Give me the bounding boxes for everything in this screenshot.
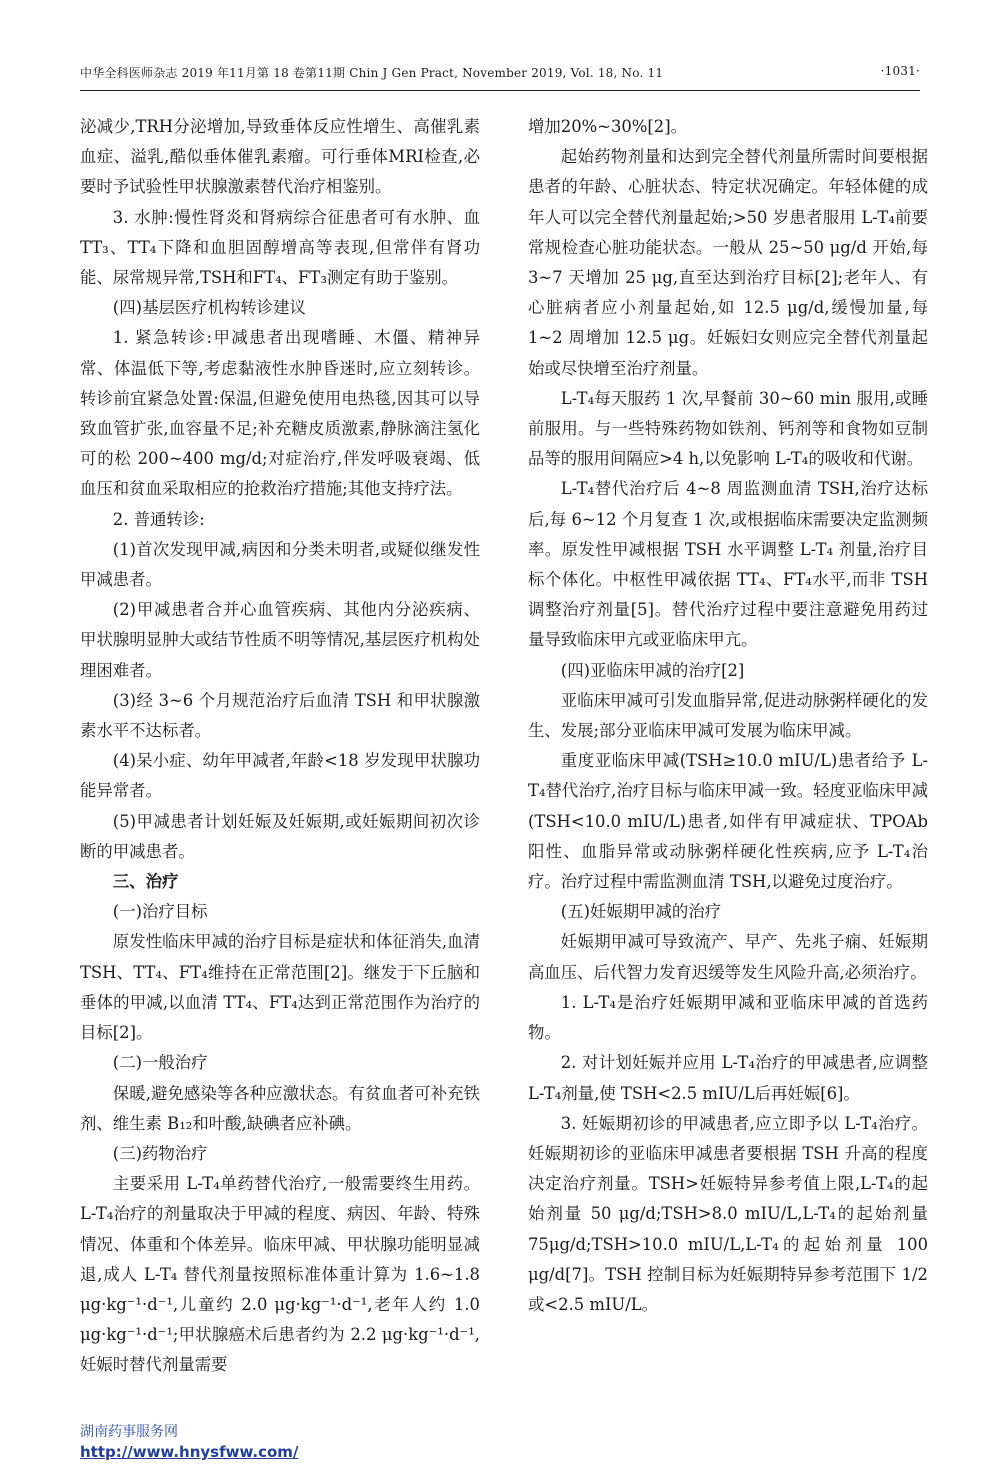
paragraph: 泌减少,TRH分泌增加,导致垂体反应性增生、高催乳素血症、溢乳,酷似垂体催乳素瘤。可行垂体MRI检查,必要时予试验性甲状腺激素替代治疗相鉴别。 [80,117,480,197]
subsection-heading: (三)药物治疗 [112,1143,208,1163]
subsection-heading: (四)亚临床甲减的治疗[2] [560,660,745,680]
paragraph: 原发性临床甲减的治疗目标是症状和体征消失,血清TSH、TT₄、FT₄维持在正常范围[2]。继发于下丘脑和垂体的甲减,以血清 TT₄、FT₄达到正常范围作为治疗的目标[2]。 [80,932,480,1043]
journal-citation: 中华全科医师杂志 2019 年11月第 18 卷第11期 Chin J Gen Pract, November 2019, Vol. 18, No. 11 [80,66,664,80]
right-column [528,112,928,1320]
paragraph: 重度亚临床甲减(TSH≥10.0 mIU/L)患者给予 L-T₄替代治疗,治疗目标与临床甲减一致。轻度亚临床甲减(TSH<10.0 mIU/L)患者,如伴有甲减症状、TPOAb 阳性、血脂异常或动脉粥样硬化性疾病,应予 L-T₄治疗。治疗过程中需监测血清 TSH,以避免过度治疗。 [528,751,928,892]
paragraph: 妊娠期甲减可导致流产、早产、先兆子痫、妊娠期高血压、后代智力发育迟缓等发生风险升高,必须治疗。 [528,932,928,982]
paragraph: 亚临床甲减可引发血脂异常,促进动脉粥样硬化的发生、发展;部分亚临床甲减可发展为临床甲减。 [528,690,928,741]
paragraph: 2. 普通转诊: [112,509,205,529]
paragraph: 1. 紧急转诊:甲减患者出现嗜睡、木僵、精神异常、体温低下等,考虑黏液性水肿昏迷时,应立刻转诊。转诊前宜紧急处置:保温,但避免使用电热毯,因其可以导致血管扩张,血容量不足;补充糖皮质激素,静脉滴注氢化可的松 200~400 mg/d;对症治疗,伴发呼吸衰竭、低血压和贫血采取相应的抢救治疗措施;其他支持疗法。 [80,328,480,499]
list-item: 3. 妊娠期初诊的甲减患者,应立即予以 L-T₄治疗。妊娠期初诊的亚临床甲减患者要根据 TSH 升高的程度决定治疗剂量。TSH>妊娠特异参考值上限,L-T₄的起始剂量 50 μg/d;TSH>8.0 mIU/L,L-T₄的起始剂量 75μg/d;TSH>10.0 mIU/L,L-T₄的起始剂量 100 μg/d[7]。TSH 控制目标为妊娠期特异参考范围下 1/2 或<2.5 mIU/L。 [528,1113,928,1314]
paragraph: L-T₄替代治疗后 4~8 周监测血清 TSH,治疗达标后,每 6~12 个月复查 1 次,或根据临床需要决定监测频率。原发性甲减根据 TSH 水平调整 L-T₄ 剂量,治疗目标个体化。中枢性甲减依据 TT₄、FT₄水平,而非 TSH 调整治疗剂量[5]。替代治疗过程中要注意避免用药过量导致临床甲亢或亚临床甲亢。 [528,479,928,650]
list-item: (1)首次发现甲减,病因和分类未明者,或疑似继发性甲减患者。 [80,539,480,590]
site-name: 湖南药事服务网 [80,1424,178,1440]
section-heading: (四)基层医疗机构转诊建议 [112,298,306,318]
subsection-heading: (一)治疗目标 [112,902,208,922]
running-header [80,64,920,86]
list-item: 1. L-T₄是治疗妊娠期甲减和亚临床甲减的首选药物。 [528,992,928,1043]
header-rule [80,90,920,91]
footer-watermark [80,1422,298,1462]
page-number: ·1031· [880,64,920,78]
paragraph: 增加20%~30%[2]。 [528,117,687,136]
list-item: (2)甲减患者合并心血管疾病、其他内分泌疾病、甲状腺明显肿大或结节性质不明等情况,基层医疗机构处理困难者。 [80,600,480,680]
left-column [80,112,480,1381]
site-url-link[interactable]: http://www.hnysfww.com/ [80,1443,299,1461]
paragraph: 主要采用 L-T₄单药替代治疗,一般需要终生用药。L-T₄治疗的剂量取决于甲减的程度、病因、年龄、特殊情况、体重和个体差异。临床甲减、甲状腺功能明显减退,成人 L-T₄ 替代剂量按照标准体重计算为 1.6~1.8 μg·kg⁻¹·d⁻¹,儿童约 2.0 μg·kg⁻¹·d⁻¹,老年人约 1.0 μg·kg⁻¹·d⁻¹;甲状腺癌术后患者约为 2.2 μg·kg⁻¹·d⁻¹,妊娠时替代剂量需要 [80,1174,480,1375]
subsection-heading: (五)妊娠期甲减的治疗 [560,902,722,922]
list-item: (3)经 3~6 个月规范治疗后血清 TSH 和甲状腺激素水平不达标者。 [80,690,480,741]
paragraph: 3. 水肿:慢性肾炎和肾病综合征患者可有水肿、血TT₃、TT₄下降和血胆固醇增高等表现,但常伴有肾功能、尿常规异常,TSH和FT₄、FT₃测定有助于鉴别。 [80,207,480,288]
list-item: (5)甲减患者计划妊娠及妊娠期,或妊娠期间初次诊断的甲减患者。 [80,811,480,861]
list-item: (4)呆小症、幼年甲减者,年龄<18 岁发现甲状腺功能异常者。 [80,751,480,801]
paragraph: L-T₄每天服药 1 次,早餐前 30~60 min 服用,或睡前服用。与一些特殊药物如铁剂、钙剂等和食物如豆制品等的服用间隔应>4 h,以免影响 L-T₄的吸收和代谢。 [528,388,928,469]
list-item: 2. 对计划妊娠并应用 L-T₄治疗的甲减患者,应调整 L-T₄剂量,使 TSH<2.5 mIU/L后再妊娠[6]。 [528,1053,928,1103]
subsection-heading: (二)一般治疗 [112,1053,208,1073]
section-heading: 三、治疗 [112,872,179,892]
paragraph: 保暖,避免感染等各种应激状态。有贫血者可补充铁剂、维生素 B₁₂和叶酸,缺碘者应补碘。 [80,1083,480,1133]
paragraph: 起始药物剂量和达到完全替代剂量所需时间要根据患者的年龄、心脏状态、特定状况确定。年轻体健的成年人可以完全替代剂量起始;>50 岁患者服用 L-T₄前要常规检查心脏功能状态。一般从 25~50 μg/d 开始,每 3~7 天增加 25 μg,直至达到治疗目标[2];老年人、有心脏病者应小剂量起始,如 12.5 μg/d,缓慢加量,每 1~2 周增加 12.5 μg。妊娠妇女则应完全替代剂量起始或尽快增至治疗剂量。 [528,147,928,378]
